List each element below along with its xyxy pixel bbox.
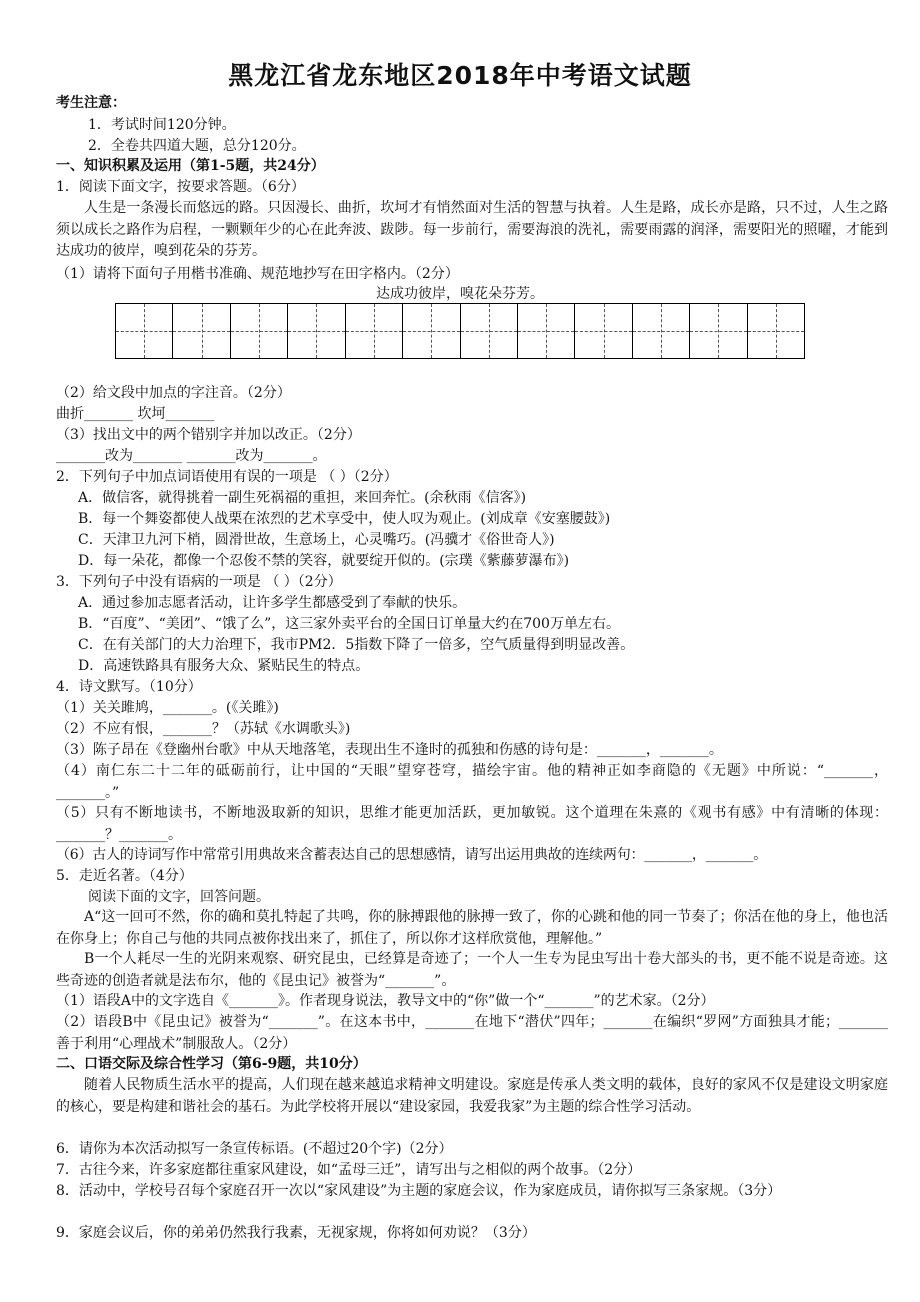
option: D．高速铁路具有服务大众、紧贴民生的特点。 bbox=[78, 658, 370, 674]
question-stem: 1．阅读下面文字，按要求答题。（6分） bbox=[56, 179, 305, 195]
recite-item: （5）只有不断地读书，不断地汲取新的知识，思维才能更加活跃，更加敏锐。这个道理在朱熹的《观书有感》中有清晰的体现：_______？_______。 bbox=[56, 805, 888, 843]
grid-cell[interactable] bbox=[575, 304, 632, 358]
grid-cell[interactable] bbox=[173, 304, 230, 358]
sub-question: （1）请将下面句子用楷书准确、规范地抄写在田字格内。（2分） bbox=[56, 266, 459, 282]
section-heading: 二、口语交际及综合性学习（第6-9题，共10分） bbox=[56, 1056, 367, 1072]
question-stem: 6．请你为本次活动拟写一条宣传标语。(不超过20个字)（2分） bbox=[56, 1141, 453, 1157]
grid-cell[interactable] bbox=[633, 304, 690, 358]
excerpt-a: A“这一回可不然，你的确和莫扎特起了共鸣，你的脉搏跟他的脉搏一致了，你的心跳和他的同一节奏了；你活在他的身上，他也活在你身上；你自己与他的共同点被你找出来了，抓住了，所以你才这样欣赏他，理解他。” bbox=[56, 909, 888, 947]
option: A．做信客，就得挑着一副生死祸福的重担，来回奔忙。(余秋雨《信客》) bbox=[78, 490, 527, 506]
recite-item: （2）不应有恨，_______？（苏轼《水调歌头》) bbox=[56, 721, 351, 737]
grid-cell[interactable] bbox=[518, 304, 575, 358]
excerpt-b: B一个人耗尽一生的光阴来观察、研究昆虫，已经算是奇迹了；一个人一生专为昆虫写出十卷大部头的书，更不能不说是奇迹。这些奇迹的创造者就是法布尔，他的《昆虫记》被誉为“_______”。 bbox=[56, 951, 888, 989]
recite-item: （6）古人的诗词写作中常常引用典故来含蓄表达自己的思想感情，请写出运用典故的连续两句：_______，_______。 bbox=[56, 847, 768, 863]
option: D．每一朵花，都像一个忍俊不禁的笑容，就要绽开似的。(宗璞《紫藤萝瀑布》) bbox=[78, 553, 570, 569]
question-stem: 5．走近名著。（4分） bbox=[56, 868, 193, 884]
grid-cell[interactable] bbox=[748, 304, 804, 358]
sub-question: （2）给文段中加点的字注音。（2分） bbox=[56, 385, 291, 401]
section-heading: 一、知识积累及运用（第1-5题，共24分） bbox=[56, 158, 325, 174]
sub-question: （2）语段B中《昆虫记》被誉为“_______”。在这本书中，_______在地下“潜伏”四年；_______在编织“罗网”方面独具才能；_______善于利用“心理战术”制服敌人。（2分） bbox=[56, 1014, 888, 1052]
tianzige-grid[interactable] bbox=[115, 303, 805, 359]
recite-item: （4）南仁东二十二年的砥砺前行，让中国的“天眼”望穿苍穹，描绘宇宙。他的精神正如李商隐的《无题》中所说：“_______，_______。” bbox=[56, 763, 888, 801]
copy-sentence: 达成功彼岸，嗅花朵芬芳。 bbox=[376, 286, 544, 302]
recite-item: （3）陈子昂在《登幽州台歌》中从天地落笔，表现出生不逢时的孤独和伤感的诗句是：_______，_______。 bbox=[56, 742, 723, 758]
question-stem: 2．下列句子中加点词语使用有误的一项是 （ ）（2分） bbox=[56, 469, 398, 485]
grid-cell[interactable] bbox=[288, 304, 345, 358]
grid-cell[interactable] bbox=[690, 304, 747, 358]
passage: 人生是一条漫长而悠远的路。只因漫长、曲折，坎坷才有悄然面对生活的智慧与执着。人生是路，成长亦是路，只不过，人生之路须以成长之路作为启程，一颗颗年少的心在此奔波、跋陟。每一步前行，需要海浪的洗礼，需要雨露的润泽，需要阳光的照曜，才能到达成功的彼岸，嗅到花朵的芬芳。 bbox=[56, 200, 888, 259]
page-title: 黑龙江省龙东地区2018年中考语文试题 bbox=[228, 61, 692, 90]
option: A．通过参加志愿者活动，让许多学生都感受到了奉献的快乐。 bbox=[78, 595, 467, 611]
notice-heading: 考生注意： bbox=[56, 95, 126, 111]
grid-cell[interactable] bbox=[461, 304, 518, 358]
sub-question: （1）语段A中的文字选自《_______》。作者现身说法，教导文中的“你”做一个“_______”的艺术家。（2分） bbox=[56, 993, 715, 1009]
grid-cell[interactable] bbox=[346, 304, 403, 358]
sub-question: （3）找出文中的两个错别字并加以改正。（2分） bbox=[56, 427, 361, 443]
grid-cell[interactable] bbox=[116, 304, 173, 358]
option: B．“百度”、“美团”、“饿了么”，这三家外卖平台的全国日订单量大约在700万单左右。 bbox=[78, 616, 620, 632]
question-stem: 3．下列句子中没有语病的一项是 （ ）（2分） bbox=[56, 574, 342, 590]
answer-blanks: 曲折_______ 坎坷_______ bbox=[56, 406, 215, 422]
grid-cell[interactable] bbox=[231, 304, 288, 358]
option: C．在有关部门的大力治理下，我市PM2．5指数下降了一倍多，空气质量得到明显改善。 bbox=[78, 637, 635, 653]
question-stem: 9．家庭会议后，你的弟弟仍然我行我素，无视家规，你将如何劝说？（3分） bbox=[56, 1225, 536, 1241]
grid-cell[interactable] bbox=[403, 304, 460, 358]
activity-intro: 随着人民物质生活水平的提高，人们现在越来越追求精神文明建设。家庭是传承人类文明的载体，良好的家风不仅是建设文明家庭的核心，要是构建和谐社会的基石。为此学校将开展以“建设家园，我爱我家”为主题的综合性学习活动。 bbox=[56, 1077, 888, 1115]
question-stem: 7．古往今来，许多家庭都往重家风建设，如“孟母三迁”，请写出与之相似的两个故事。（2分） bbox=[56, 1162, 642, 1178]
notice-item: 1．考试时间120分钟。 bbox=[88, 117, 236, 133]
question-stem: 8．活动中，学校号召每个家庭召开一次以“家风建设”为主题的家庭会议，作为家庭成员，请你拟写三条家规。（3分） bbox=[56, 1183, 782, 1199]
option: B．每一个舞姿都使人战栗在浓烈的艺术享受中，使人叹为观止。(刘成章《安塞腰鼓》) bbox=[78, 511, 611, 527]
notice-item: 2．全卷共四道大题，总分120分。 bbox=[88, 138, 306, 154]
answer-blanks: _______改为_______ _______改为_______。 bbox=[56, 448, 327, 464]
option: C．天津卫九河下梢，圆滑世故，生意场上，心灵嘴巧。(冯骥才《俗世奇人》) bbox=[78, 532, 555, 548]
recite-item: （1）关关雎鸠，_______。(《关雎》) bbox=[56, 700, 279, 716]
question-stem: 4．诗文默写。（10分） bbox=[56, 679, 202, 695]
instruction: 阅读下面的文字，回答问题。 bbox=[88, 889, 270, 905]
